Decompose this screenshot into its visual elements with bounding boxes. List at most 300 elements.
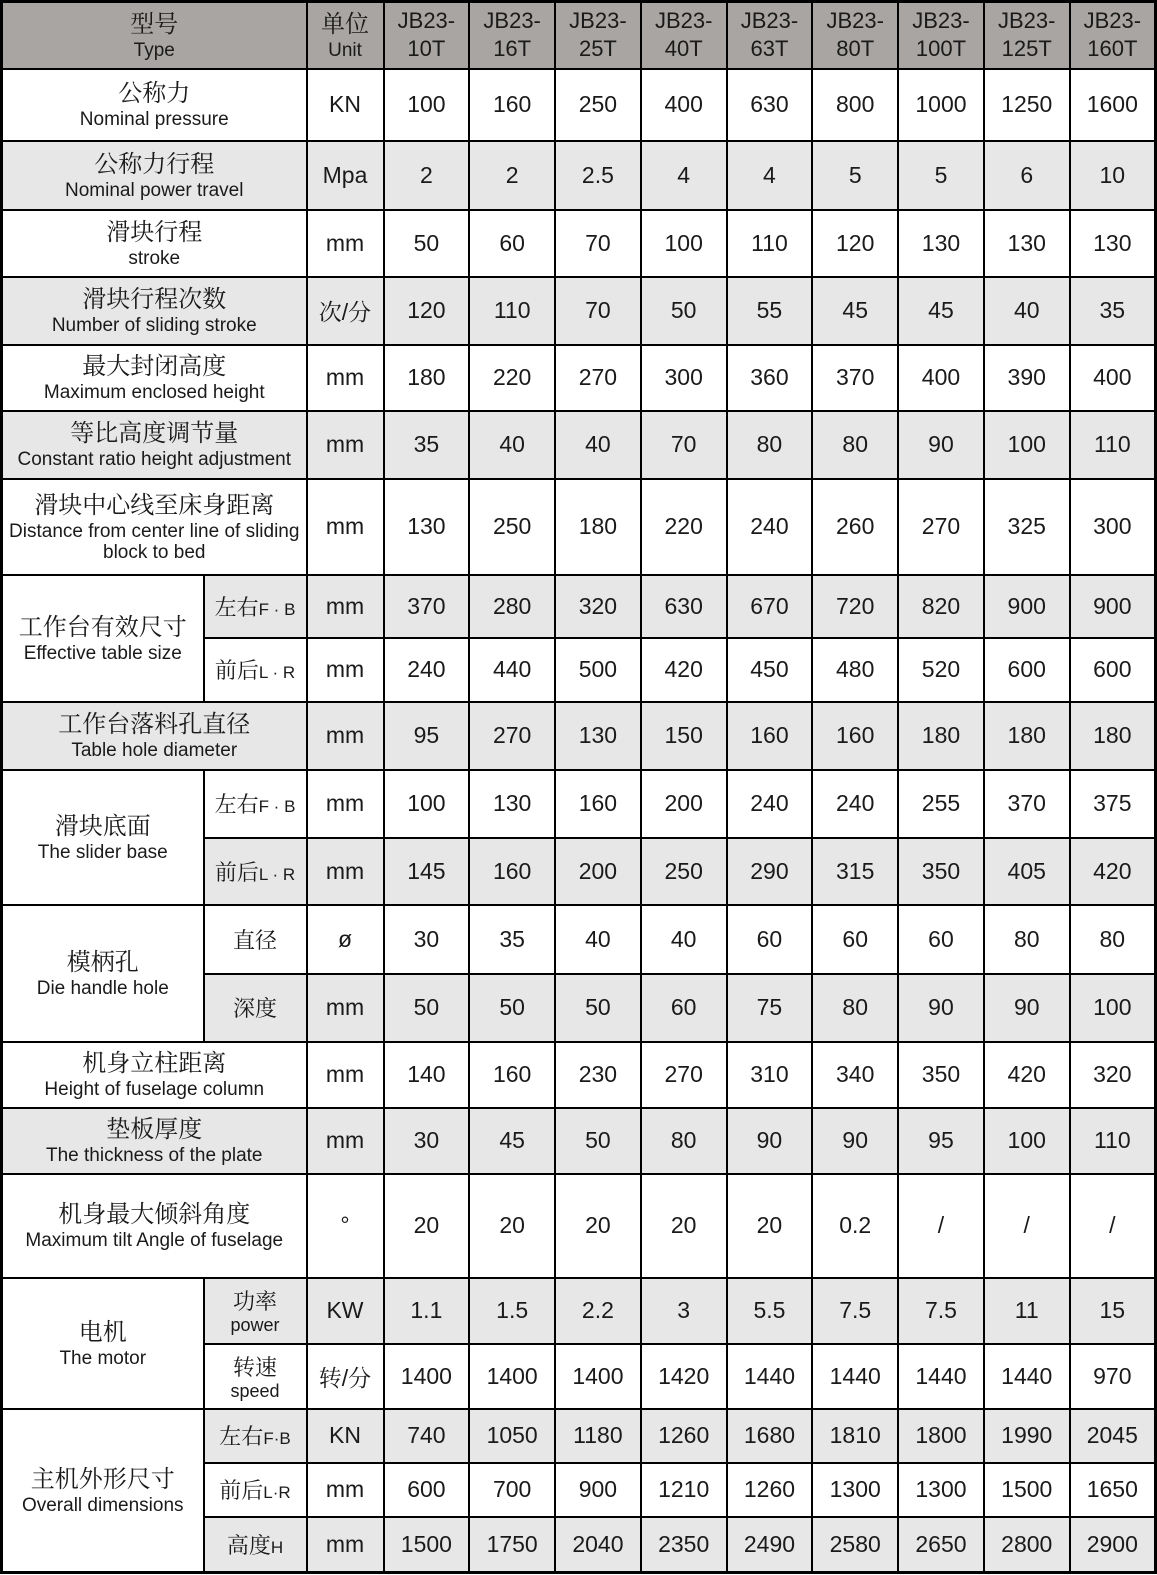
value-cell: 100: [1070, 974, 1156, 1042]
row-label-zh: 工作台有效尺寸: [18, 613, 187, 641]
row-sublabel-line: [207, 1285, 304, 1316]
value-cell: 130: [469, 770, 555, 838]
row-label-en: The slider base: [37, 841, 168, 863]
row-label-en: Number of sliding stroke: [51, 315, 257, 337]
value-cell: 60: [641, 974, 727, 1042]
value-cell: 180: [384, 345, 470, 411]
value-cell: 1990: [984, 1409, 1070, 1463]
row-sublabel-suffix: F · B: [258, 599, 296, 619]
value-cell: 160: [727, 702, 813, 770]
value-cell: 20: [384, 1174, 470, 1278]
row-sublabel-suffix: F · B: [258, 797, 296, 816]
value-cell: 50: [384, 974, 470, 1042]
value-cell: 670: [727, 575, 813, 638]
row-sublabel: [204, 1409, 307, 1463]
value-cell: 80: [812, 974, 898, 1042]
row-sublabel-line: [207, 654, 304, 685]
value-cell: 120: [812, 210, 898, 277]
row-label-zh: 滑块底面: [54, 812, 151, 840]
row-label-en: The thickness of the plate: [45, 1145, 263, 1167]
model-line1: JB23-: [483, 8, 541, 34]
value-cell: 1400: [469, 1344, 555, 1409]
value-cell: 200: [555, 838, 641, 905]
value-cell: 2040: [555, 1517, 641, 1573]
model-line1: JB23-: [912, 8, 970, 34]
model-line2: 80T: [836, 36, 875, 62]
unit-cell: mm: [307, 1042, 384, 1108]
value-cell: 1650: [1070, 1463, 1156, 1517]
model-line1: JB23-: [569, 8, 627, 34]
value-cell: 630: [727, 69, 813, 141]
value-cell: 240: [727, 770, 813, 838]
value-cell: 370: [984, 770, 1070, 838]
value-cell: 60: [812, 905, 898, 974]
value-cell: 320: [555, 575, 641, 638]
row-label-zh: 滑块行程次数: [82, 286, 227, 314]
header-type-en: Type: [133, 40, 175, 62]
model-line2: 40T: [664, 36, 703, 62]
spec-table-body: [2, 2, 1156, 1573]
value-cell: 400: [898, 345, 984, 411]
value-cell: 310: [727, 1042, 813, 1108]
value-cell: 600: [1070, 638, 1156, 702]
value-cell: 110: [469, 277, 555, 345]
row-label-en: Nominal pressure: [79, 109, 229, 131]
row-sublabel-suffix: L · R: [258, 864, 296, 884]
value-cell: 340: [812, 1042, 898, 1108]
value-cell: 90: [727, 1108, 813, 1174]
value-cell: 800: [812, 69, 898, 141]
row-label-en: Distance from center line of sliding block to bed: [9, 520, 300, 564]
value-cell: 450: [727, 638, 813, 702]
row-sublabel-zh: 高度: [226, 1532, 271, 1558]
value-cell: 4: [641, 141, 727, 210]
value-cell: 40: [469, 411, 555, 479]
value-cell: 0.2: [812, 1174, 898, 1278]
value-cell: 1600: [1070, 69, 1156, 141]
value-cell: 2490: [727, 1517, 813, 1573]
value-cell: 2580: [812, 1517, 898, 1573]
value-cell: 600: [384, 1463, 470, 1517]
row-label-en: Nominal power travel: [65, 179, 244, 201]
row-label-zh: 最大封闭高度: [82, 353, 227, 381]
row-sublabel-line: [207, 1529, 304, 1560]
value-cell: 40: [555, 411, 641, 479]
unit-cell: mm: [307, 702, 384, 770]
value-cell: 480: [812, 638, 898, 702]
value-cell: 2800: [984, 1517, 1070, 1573]
value-cell: 5.5: [727, 1278, 813, 1344]
value-cell: 320: [1070, 1042, 1156, 1108]
unit-cell: KN: [307, 69, 384, 141]
value-cell: 700: [469, 1463, 555, 1517]
row-sublabel-line: [207, 992, 304, 1023]
value-cell: 270: [469, 702, 555, 770]
value-cell: 3: [641, 1278, 727, 1344]
header-model: [555, 2, 641, 69]
value-cell: 230: [555, 1042, 641, 1108]
value-cell: 11: [984, 1278, 1070, 1344]
model-line1: JB23-: [740, 8, 799, 34]
row-label-en: The motor: [59, 1347, 147, 1369]
value-cell: 40: [984, 277, 1070, 345]
value-cell: 720: [812, 575, 898, 638]
value-cell: 20: [641, 1174, 727, 1278]
value-cell: 50: [555, 1108, 641, 1174]
value-cell: 400: [641, 69, 727, 141]
value-cell: 250: [641, 838, 727, 905]
value-cell: 1300: [812, 1463, 898, 1517]
row-label: [2, 69, 307, 141]
unit-cell: mm: [307, 1463, 384, 1517]
value-cell: 900: [984, 575, 1070, 638]
row-sublabel: [204, 974, 307, 1042]
value-cell: 160: [469, 69, 555, 141]
row-label-en: Height of fuselage column: [44, 1079, 265, 1101]
row-label-en: Overall dimensions: [21, 1495, 184, 1517]
table-row: [2, 277, 1156, 345]
row-label-zh: 主机外形尺寸: [30, 1466, 175, 1494]
row-sublabel-line: [207, 591, 304, 622]
row-sublabel-zh: 左右: [214, 792, 259, 817]
value-cell: 740: [384, 1409, 470, 1463]
model-line2: 10T: [407, 36, 446, 62]
value-cell: 50: [469, 974, 555, 1042]
value-cell: 240: [384, 638, 470, 702]
row-sublabel: [204, 838, 307, 905]
value-cell: 900: [1070, 575, 1156, 638]
row-label-en: Die handle hole: [36, 977, 169, 999]
value-cell: 140: [384, 1042, 470, 1108]
header-model: [898, 2, 984, 69]
header-model: [641, 2, 727, 69]
value-cell: 110: [1070, 411, 1156, 479]
value-cell: 80: [727, 411, 813, 479]
table-row: [2, 210, 1156, 277]
row-label: [2, 575, 204, 702]
value-cell: 630: [641, 575, 727, 638]
table-row: [2, 575, 1156, 638]
row-sublabel-zh: 深度: [232, 996, 277, 1021]
value-cell: 1.5: [469, 1278, 555, 1344]
value-cell: 600: [984, 638, 1070, 702]
value-cell: 1810: [812, 1409, 898, 1463]
value-cell: 220: [641, 479, 727, 575]
row-label: [2, 905, 204, 1042]
value-cell: 370: [812, 345, 898, 411]
row-sublabel-zh: 左右: [219, 1424, 264, 1449]
value-cell: 60: [727, 905, 813, 974]
row-label-zh: 机身立柱距离: [82, 1050, 227, 1078]
value-cell: 2350: [641, 1517, 727, 1573]
header-row: [2, 2, 1156, 69]
row-sublabel-suffix: L · R: [258, 663, 296, 682]
row-label: [2, 1278, 204, 1409]
row-label: [2, 1409, 204, 1573]
row-sublabel-en: speed: [230, 1380, 280, 1401]
row-label-zh: 等比高度调节量: [70, 420, 239, 448]
unit-cell: °: [307, 1174, 384, 1278]
value-cell: 160: [469, 838, 555, 905]
row-sublabel: [204, 905, 307, 974]
value-cell: 90: [898, 974, 984, 1042]
row-sublabel-suffix: F·B: [263, 1429, 291, 1448]
value-cell: 45: [898, 277, 984, 345]
row-label-zh: 工作台落料孔直径: [58, 711, 251, 739]
row-label-en: Maximum enclosed height: [43, 382, 265, 404]
value-cell: 80: [812, 411, 898, 479]
value-cell: 45: [812, 277, 898, 345]
model-line2: 100T: [915, 36, 967, 62]
table-row: [2, 1278, 1156, 1344]
value-cell: 7.5: [898, 1278, 984, 1344]
value-cell: 100: [984, 411, 1070, 479]
row-label-en: stroke: [128, 247, 181, 269]
value-cell: 50: [555, 974, 641, 1042]
value-cell: 80: [984, 905, 1070, 974]
row-label: [2, 1108, 307, 1174]
unit-cell: mm: [307, 210, 384, 277]
value-cell: 360: [727, 345, 813, 411]
value-cell: 1260: [727, 1463, 813, 1517]
value-cell: /: [984, 1174, 1070, 1278]
value-cell: 110: [727, 210, 813, 277]
row-sublabel: [204, 1517, 307, 1573]
table-row: [2, 770, 1156, 838]
header-unit-zh: 单位: [321, 11, 369, 39]
value-cell: 110: [1070, 1108, 1156, 1174]
value-cell: 220: [469, 345, 555, 411]
row-sublabel-line: [207, 1351, 304, 1382]
table-row: [2, 702, 1156, 770]
row-sublabel-zh: 转速: [232, 1354, 277, 1380]
value-cell: 400: [1070, 345, 1156, 411]
value-cell: 40: [555, 905, 641, 974]
unit-cell: KN: [307, 1409, 384, 1463]
value-cell: 1500: [984, 1463, 1070, 1517]
model-line1: JB23-: [1083, 8, 1142, 34]
value-cell: 1440: [984, 1344, 1070, 1409]
value-cell: 1420: [641, 1344, 727, 1409]
row-sublabel-suffix: L·R: [263, 1483, 291, 1502]
row-sublabel: [204, 1278, 307, 1344]
value-cell: 5: [898, 141, 984, 210]
row-label-zh: 垫板厚度: [106, 1116, 203, 1144]
row-label: [2, 210, 307, 277]
model-line2: 16T: [493, 36, 532, 62]
value-cell: 2.5: [555, 141, 641, 210]
value-cell: 420: [641, 638, 727, 702]
value-cell: 440: [469, 638, 555, 702]
value-cell: 405: [984, 838, 1070, 905]
value-cell: 270: [898, 479, 984, 575]
value-cell: 40: [641, 905, 727, 974]
row-sublabel: [204, 638, 307, 702]
model-line2: 25T: [578, 36, 617, 62]
value-cell: 4: [727, 141, 813, 210]
table-row: [2, 69, 1156, 141]
value-cell: 60: [469, 210, 555, 277]
value-cell: 1400: [555, 1344, 641, 1409]
table-row: [2, 1108, 1156, 1174]
unit-cell: mm: [307, 638, 384, 702]
row-label: [2, 345, 307, 411]
value-cell: 200: [641, 770, 727, 838]
value-cell: 500: [555, 638, 641, 702]
header-type: [2, 2, 307, 69]
value-cell: 70: [555, 277, 641, 345]
value-cell: 20: [555, 1174, 641, 1278]
value-cell: 90: [984, 974, 1070, 1042]
value-cell: 2.2: [555, 1278, 641, 1344]
value-cell: 1260: [641, 1409, 727, 1463]
row-sublabel: [204, 1463, 307, 1517]
value-cell: 7.5: [812, 1278, 898, 1344]
unit-cell: mm: [307, 575, 384, 638]
model-line1: JB23-: [654, 8, 713, 34]
value-cell: 1000: [898, 69, 984, 141]
row-label-zh: 滑块行程: [106, 218, 203, 246]
value-cell: 80: [641, 1108, 727, 1174]
row-label-en: Effective table size: [23, 642, 182, 664]
row-sublabel: [204, 1344, 307, 1409]
value-cell: 2045: [1070, 1409, 1156, 1463]
value-cell: 420: [1070, 838, 1156, 905]
unit-cell: 次/分: [307, 277, 384, 345]
value-cell: 315: [812, 838, 898, 905]
value-cell: 300: [1070, 479, 1156, 575]
value-cell: 20: [727, 1174, 813, 1278]
value-cell: 1750: [469, 1517, 555, 1573]
value-cell: 160: [812, 702, 898, 770]
row-sublabel: [204, 575, 307, 638]
value-cell: 30: [384, 1108, 470, 1174]
row-sublabel-line: [207, 1420, 304, 1451]
model-line1: JB23-: [397, 8, 456, 34]
value-cell: 1.1: [384, 1278, 470, 1344]
header-model: [384, 2, 470, 69]
value-cell: 95: [384, 702, 470, 770]
value-cell: 160: [555, 770, 641, 838]
value-cell: 1500: [384, 1517, 470, 1573]
value-cell: 250: [555, 69, 641, 141]
value-cell: 250: [469, 479, 555, 575]
row-sublabel-zh: 直径: [232, 927, 277, 953]
unit-cell: ø: [307, 905, 384, 974]
value-cell: 370: [384, 575, 470, 638]
row-label-zh: 公称力: [118, 80, 191, 108]
row-label: [2, 277, 307, 345]
value-cell: 35: [469, 905, 555, 974]
row-label-zh: 电机: [78, 1318, 127, 1346]
row-sublabel-zh: 功率: [232, 1289, 277, 1315]
value-cell: 420: [984, 1042, 1070, 1108]
header-model: [812, 2, 898, 69]
table-row: [2, 1174, 1156, 1278]
value-cell: /: [898, 1174, 984, 1278]
value-cell: 325: [984, 479, 1070, 575]
value-cell: 1680: [727, 1409, 813, 1463]
row-sublabel-zh: 前后: [214, 859, 259, 885]
value-cell: 1440: [812, 1344, 898, 1409]
value-cell: 55: [727, 277, 813, 345]
row-label-en: Constant ratio height adjustment: [17, 449, 292, 471]
value-cell: 1050: [469, 1409, 555, 1463]
value-cell: 130: [1070, 210, 1156, 277]
value-cell: 70: [555, 210, 641, 277]
value-cell: 820: [898, 575, 984, 638]
value-cell: 50: [384, 210, 470, 277]
model-line2: 63T: [750, 36, 789, 62]
value-cell: 1180: [555, 1409, 641, 1463]
header-unit: [307, 2, 384, 69]
value-cell: 290: [727, 838, 813, 905]
value-cell: 180: [898, 702, 984, 770]
value-cell: 95: [898, 1108, 984, 1174]
header-model: [1070, 2, 1156, 69]
header-type-zh: 型号: [130, 11, 179, 39]
value-cell: 240: [812, 770, 898, 838]
value-cell: 75: [727, 974, 813, 1042]
value-cell: 350: [898, 1042, 984, 1108]
model-line2: 125T: [1001, 36, 1052, 62]
value-cell: 1250: [984, 69, 1070, 141]
row-sublabel-line: [207, 788, 304, 819]
row-label: [2, 411, 307, 479]
value-cell: 5: [812, 141, 898, 210]
value-cell: 100: [384, 69, 470, 141]
row-sublabel-zh: 前后: [214, 658, 259, 683]
row-label-en: Maximum tilt Angle of fuselage: [25, 1230, 284, 1252]
value-cell: 70: [641, 411, 727, 479]
value-cell: 180: [1070, 702, 1156, 770]
model-line1: JB23-: [826, 8, 884, 34]
table-row: [2, 345, 1156, 411]
model-line2: 160T: [1087, 36, 1138, 62]
value-cell: 180: [555, 479, 641, 575]
value-cell: /: [1070, 1174, 1156, 1278]
value-cell: 120: [384, 277, 470, 345]
value-cell: 270: [641, 1042, 727, 1108]
value-cell: 2: [469, 141, 555, 210]
value-cell: 2650: [898, 1517, 984, 1573]
row-label: [2, 479, 307, 575]
unit-cell: mm: [307, 1517, 384, 1573]
value-cell: 10: [1070, 141, 1156, 210]
value-cell: 300: [641, 345, 727, 411]
row-sublabel: [204, 770, 307, 838]
row-sublabel-suffix: H: [270, 1537, 284, 1557]
header-model: [469, 2, 555, 69]
row-label-zh: 滑块中心线至床身距离: [34, 491, 275, 519]
value-cell: 2900: [1070, 1517, 1156, 1573]
value-cell: 520: [898, 638, 984, 702]
value-cell: 130: [984, 210, 1070, 277]
unit-cell: mm: [307, 345, 384, 411]
value-cell: 280: [469, 575, 555, 638]
table-row: [2, 1042, 1156, 1108]
value-cell: 60: [898, 905, 984, 974]
row-label-en: Table hole diameter: [71, 740, 238, 762]
header-model: [984, 2, 1070, 69]
value-cell: 35: [1070, 277, 1156, 345]
value-cell: 255: [898, 770, 984, 838]
value-cell: 1440: [898, 1344, 984, 1409]
value-cell: 6: [984, 141, 1070, 210]
row-label: [2, 1042, 307, 1108]
value-cell: 50: [641, 277, 727, 345]
row-label: [2, 702, 307, 770]
